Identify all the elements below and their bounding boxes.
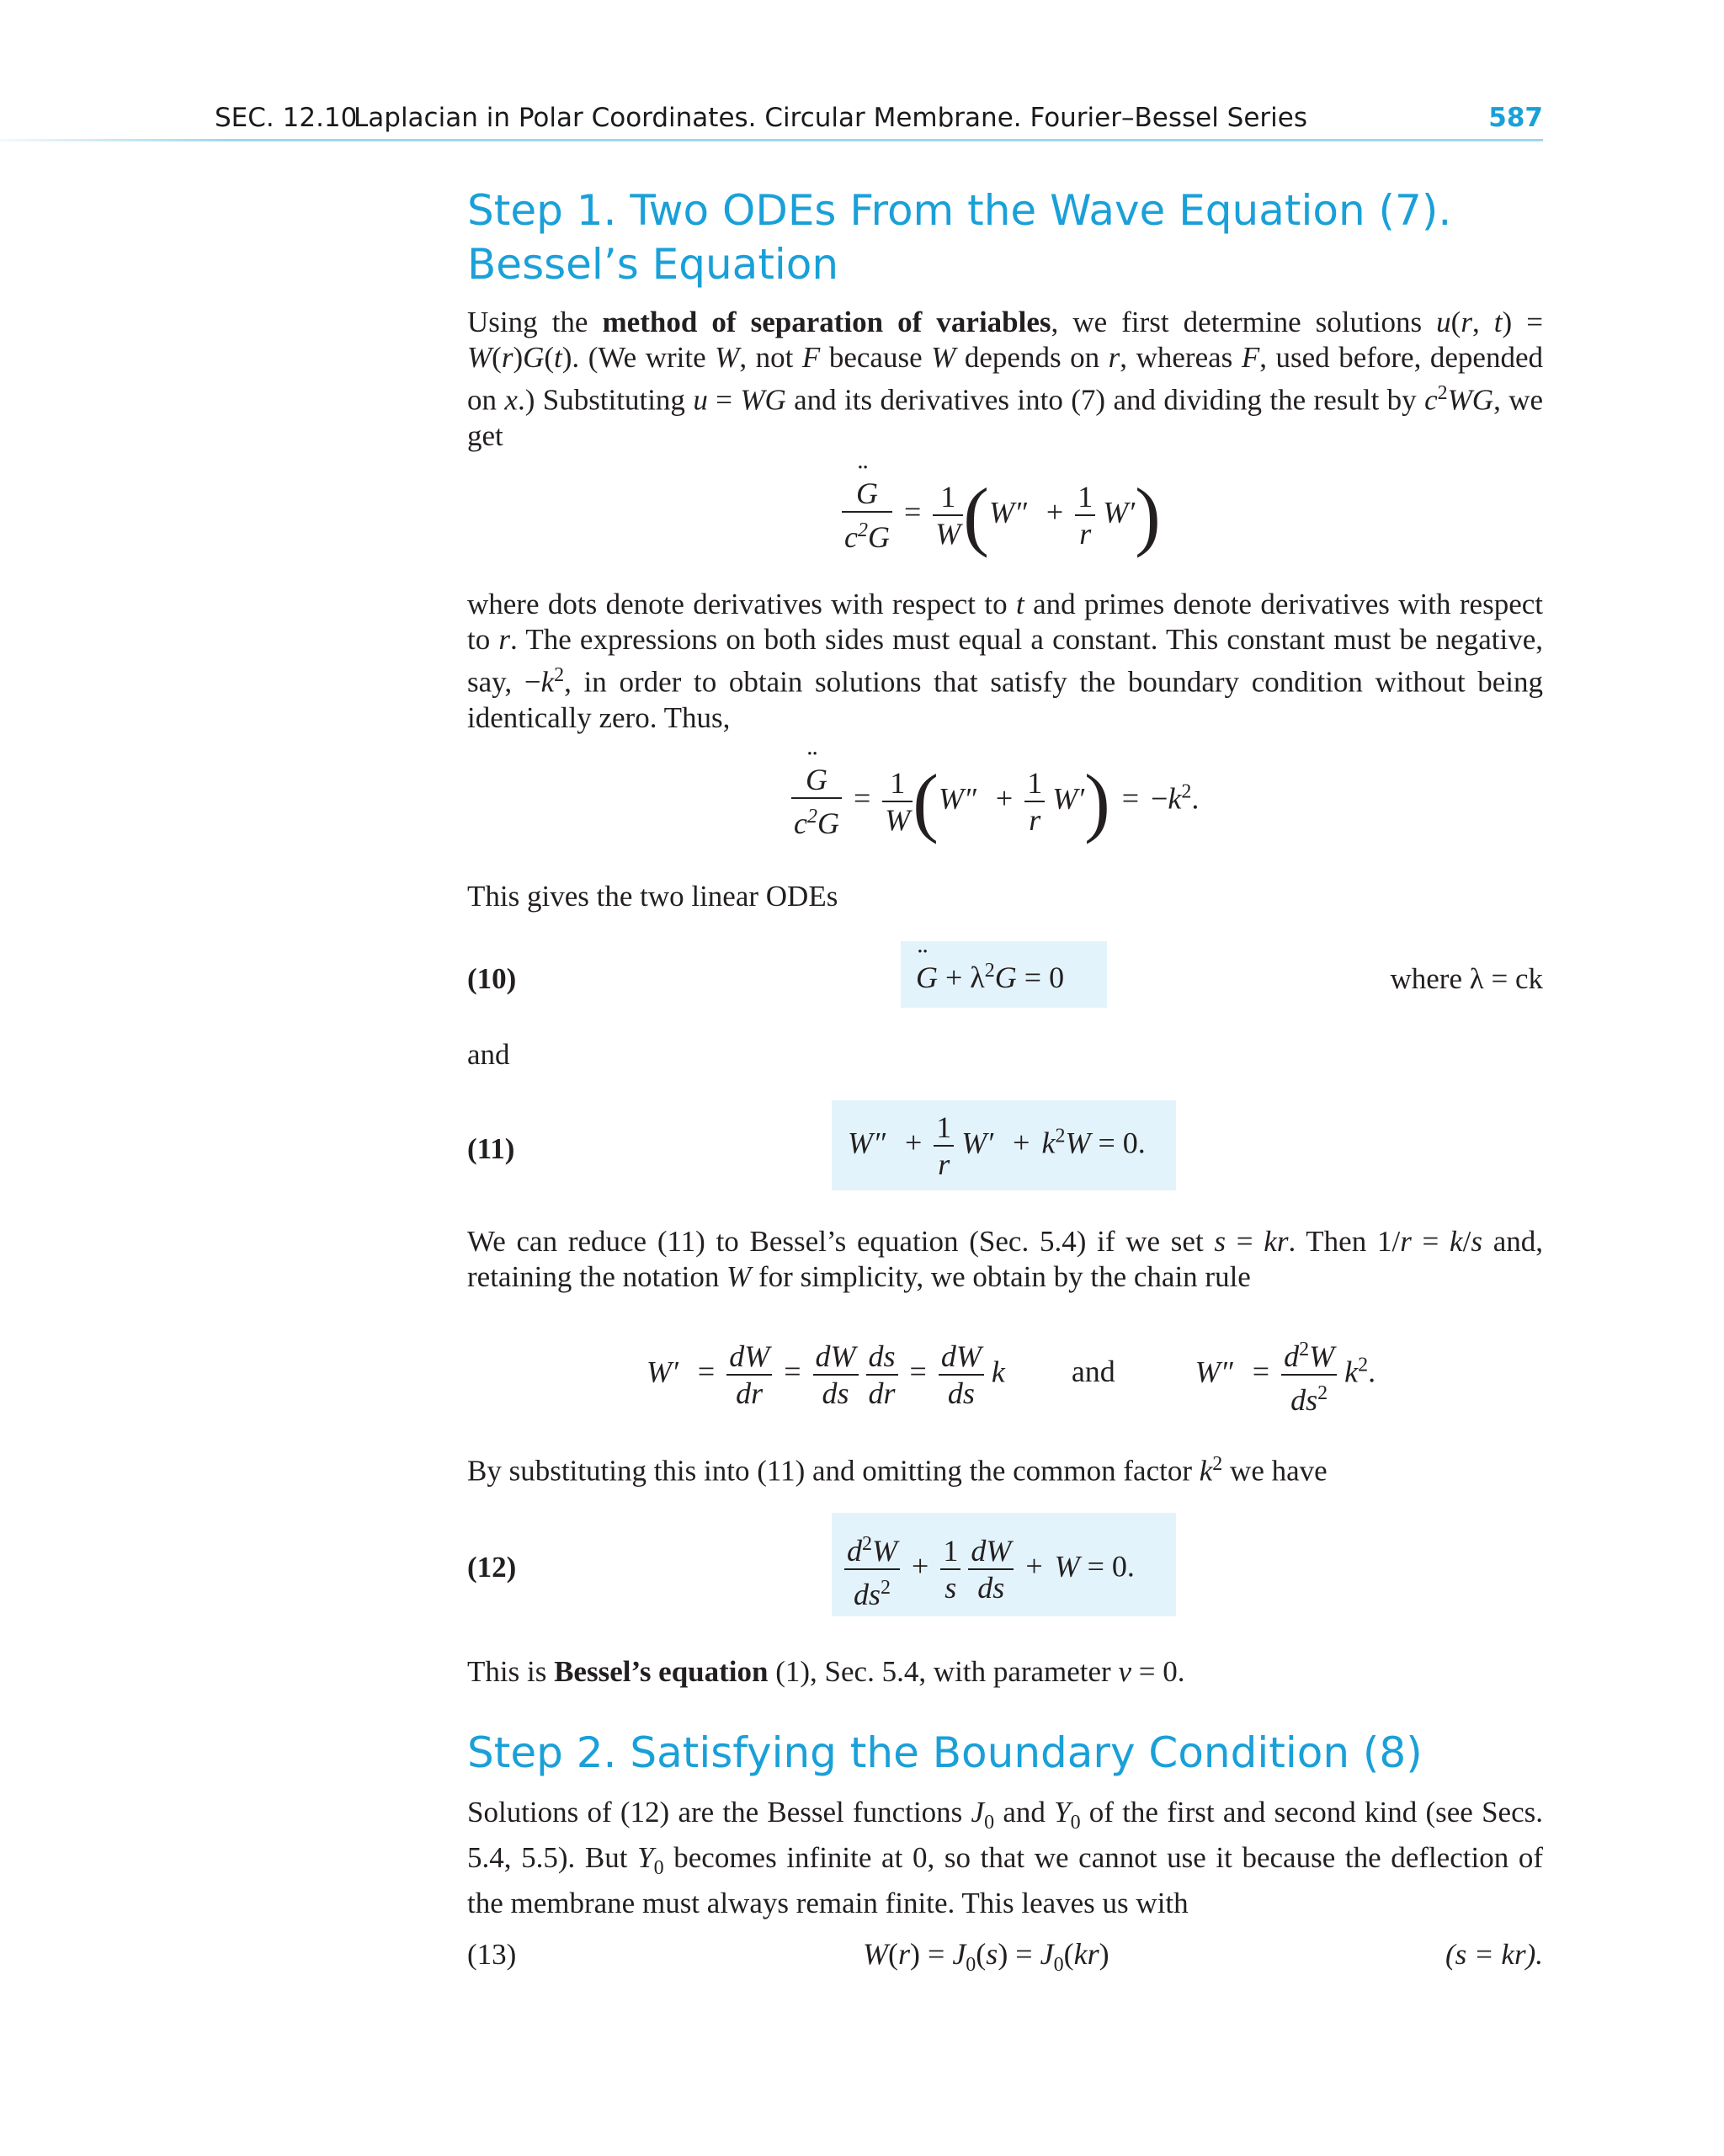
equation-13-label: (13) bbox=[467, 1938, 517, 1971]
paragraph-constant: where dots denote derivatives with respect to t and primes denote derivatives with respect to r. The expressions on both sides must equal a constant. This constant must be negative, say, $-k^2$, in order to obtain solutions that satisfy the boundary condition without being identically zero. Thus, bbox=[467, 588, 1543, 734]
step1-heading-line1: Step 1. Two ODEs From the Wave Equation (7). bbox=[467, 186, 1452, 235]
paragraph-and: and bbox=[467, 1038, 510, 1071]
equation-13: $W(r) = J_0(s) = J_0(kr)$ bbox=[863, 1937, 1109, 1977]
equation-12: $\frac{d^2W}{ds^2}$ + $\frac{1}{s}$ $\frac{dW}{ds}$ + W = 0. bbox=[844, 1526, 1135, 1612]
equation-10-label: (10) bbox=[467, 962, 517, 995]
step1-heading bbox=[467, 184, 1451, 291]
equation-10: ¨ $G + \lambda^2G = 0$ bbox=[916, 960, 1064, 995]
step1-heading-line2: Bessel’s Equation bbox=[467, 240, 839, 289]
paragraph-reduce: We can reduce (11) to Bessel’s equation (Sec. 5.4) if we set s = kr. Then 1/r = k/s and, retaining the notation W for simplicity, we obtain by the chain rule bbox=[467, 1225, 1543, 1293]
paragraph-bessel: This is Bessel’s equation (1), Sec. 5.4, with parameter ν = 0. bbox=[467, 1655, 1185, 1688]
paragraph-gives: This gives the two linear ODEs bbox=[467, 880, 838, 913]
section-title: Laplacian in Polar Coordinates. Circular Membrane. Fourier–Bessel Series bbox=[354, 103, 1307, 133]
equation-13-condition: (s = kr). bbox=[1445, 1938, 1543, 1971]
paragraph-solutions: Solutions of (12) are the Bessel functions $J_0$ and $Y_0$ of the first and second kind (see Secs. 5.4, 5.5). But $Y_0$ becomes infinite at 0, so that we cannot use it because the deflection of the membrane must always remain finite. This leaves us with bbox=[467, 1796, 1543, 1919]
equation-12-label: (12) bbox=[467, 1551, 517, 1584]
page-number: 587 bbox=[1488, 103, 1543, 133]
equation-separated: ¨ $\frac{G}{c^2G}$ = $\frac{1}{W}$ (W″ + $\frac{1}{r}$ W′) bbox=[842, 476, 1161, 555]
equation-10-condition: where λ = ck bbox=[1390, 962, 1543, 995]
running-header bbox=[215, 103, 1543, 141]
equation-chain-rule: W′ = $\frac{dW}{dr}$ = $\frac{dW}{ds}$ $\frac{ds}{dr}$ = $\frac{dW}{ds}$ k and W″ = $\frac{d^2W}{ds^2}$ $k^2$. bbox=[646, 1332, 1375, 1418]
equation-constant: ¨ $\frac{G}{c^2G}$ = $\frac{1}{W}$ (W″ + $\frac{1}{r}$ $W') = -k^2$. bbox=[791, 762, 1199, 841]
step2-heading: Step 2. Satisfying the Boundary Condition (8) bbox=[467, 1728, 1423, 1777]
equation-11: W″ + $\frac{1}{r}$ $W' + k^2W = 0$. bbox=[848, 1110, 1146, 1181]
paragraph-substituting: By substituting this into (11) and omitting the common factor $k^2$ we have bbox=[467, 1453, 1328, 1488]
section-number: SEC. 12.10 bbox=[215, 103, 358, 133]
paragraph-separation: Using the method of separation of variables, we first determine solutions u(r, t) = W(r)G(t). (We write W, not F because W depends on r, whereas F, used before, depended on x.) Substituting u = WG and its derivatives into (7) and dividing the result by $c^2WG$, we get bbox=[467, 306, 1544, 452]
header-rule bbox=[0, 139, 1543, 141]
equation-11-label: (11) bbox=[467, 1132, 515, 1165]
